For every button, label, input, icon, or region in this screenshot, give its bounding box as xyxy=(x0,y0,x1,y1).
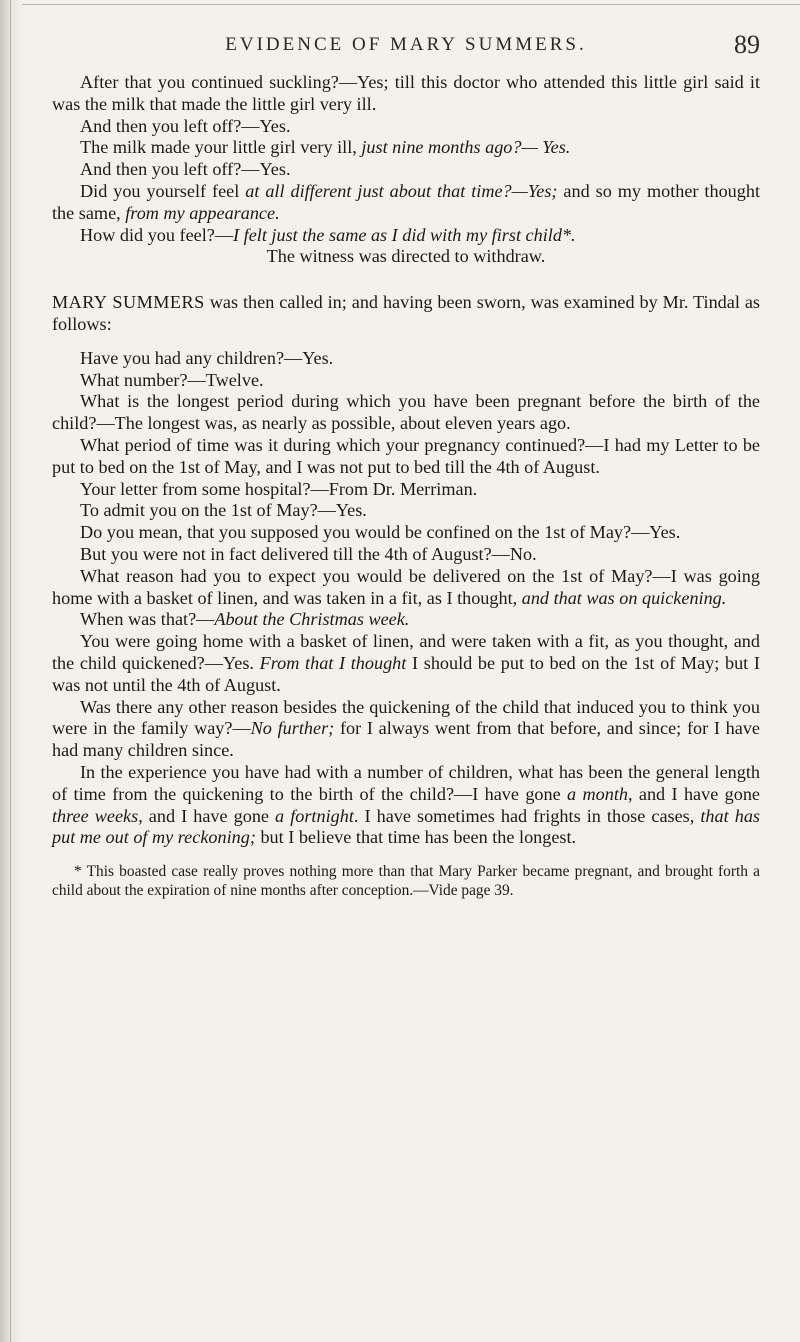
question-answer xyxy=(52,697,760,762)
page-top-edge xyxy=(22,4,800,5)
paragraph xyxy=(52,225,760,247)
italic-run: three weeks xyxy=(52,805,139,826)
italic-run: About the Christmas week. xyxy=(214,609,410,630)
text-run: was then called in; and having been sworn, was examined by Mr. Tindal as follows: xyxy=(52,292,760,334)
text-run: , and I have gone xyxy=(627,783,760,804)
text-run: You were going home with a basket of linen, and were taken with a fit, as you thought, and the child quickened?—Yes. xyxy=(52,631,760,673)
examination xyxy=(52,348,760,849)
page-number: 89 xyxy=(734,30,760,59)
stage-direction: The witness was directed to withdraw. xyxy=(266,246,546,267)
italic-run: that has put me out of my reckoning; xyxy=(52,805,760,848)
text-run: Did you yourself feel xyxy=(80,180,246,201)
italic-run: a fortnight xyxy=(275,805,354,826)
paragraph: After that you continued suckling?—Yes; till this doctor who attended this little girl said it was the milk that made the little girl very ill. xyxy=(52,72,760,114)
running-head xyxy=(52,30,760,72)
question-answer: But you were not in fact delivered till the 4th of August?—No. xyxy=(80,543,537,564)
text-run: When was that?— xyxy=(80,609,215,630)
text-run: . I have sometimes had frights in those cases, xyxy=(353,805,701,826)
italic-run: No further; xyxy=(250,718,335,739)
italic-run: and that was on quickening. xyxy=(521,587,727,608)
testimony-continued xyxy=(52,72,760,268)
paragraph: And then you left off?—Yes. xyxy=(80,115,291,136)
text-run: Was there any other reason besides the quickening of the child that induced you to think you were in the family way?— xyxy=(52,696,760,739)
question-answer: What is the longest period during which you have been pregnant before the birth of the child?—The longest was, as nearly as possible, about eleven years ago. xyxy=(52,391,760,434)
text-run: but I believe that time has been the longest. xyxy=(255,827,577,848)
question-answer: Have you had any children?—Yes. xyxy=(80,347,334,368)
text-run: I should be put to bed on the 1st of May; but I was not until the 4th of August. xyxy=(52,652,760,695)
paragraph xyxy=(52,137,760,159)
spacer xyxy=(52,336,760,348)
footnote-text: * This boasted case really proves nothing more than that Mary Parker became pregnant, and brought forth a child about the expiration of nine months after conception.—Vide page 39. xyxy=(52,863,760,899)
paragraph xyxy=(52,181,760,225)
text-run: and so my mother thought the same, xyxy=(52,180,761,223)
text-run: What reason had you to expect you would be delivered on the 1st of May?—I was going home with a basket of linen, and was taken in a fit, as I thought, xyxy=(52,565,760,608)
book-page xyxy=(52,30,761,900)
question-answer: Do you mean, that you supposed you would be confined on the 1st of May?—Yes. xyxy=(80,522,681,543)
question-answer xyxy=(52,631,760,696)
text-run: for I always went from that before, and since; for I have had many children since. xyxy=(52,718,760,761)
binding-edge xyxy=(10,0,11,1342)
spacer xyxy=(52,268,760,292)
witness-introduction xyxy=(52,292,760,336)
italic-run: a month xyxy=(567,783,628,804)
italic-run: from my appearance. xyxy=(125,202,280,223)
text-run: , and I have gone xyxy=(138,805,276,826)
italic-run: I felt just the same as I did with my first child*. xyxy=(233,224,576,245)
question-answer xyxy=(52,566,760,610)
italic-run: at all different just about that time?—Yes; xyxy=(245,180,558,201)
question-answer: What number?—Twelve. xyxy=(80,369,264,390)
question-answer: What period of time was it during which your pregnancy continued?—I had my Letter to be put to bed on the 1st of May, and I was not put to bed till the 4th of August. xyxy=(52,434,760,477)
text-run: In the experience you have had with a number of children, what has been the general length of time from the quickening to the birth of the child?—I have gone xyxy=(52,761,760,804)
question-answer: To admit you on the 1st of May?—Yes. xyxy=(80,500,367,521)
question-answer xyxy=(52,609,760,631)
running-head-title: EVIDENCE OF MARY SUMMERS. xyxy=(225,34,587,55)
question-answer: Your letter from some hospital?—From Dr. Merriman. xyxy=(80,478,478,499)
italic-run: From that I thought xyxy=(259,652,407,673)
question-answer xyxy=(52,762,760,849)
text-run: The milk made your little girl very ill, xyxy=(80,137,362,158)
italic-run: just nine months ago?— Yes. xyxy=(361,137,571,158)
text-run: How did you feel?— xyxy=(80,224,234,245)
page-body xyxy=(52,72,760,900)
book-spine-shadow xyxy=(0,0,22,1342)
witness-name: MARY SUMMERS xyxy=(52,292,205,313)
paragraph: And then you left off?—Yes. xyxy=(80,159,291,180)
footnote xyxy=(52,863,760,900)
